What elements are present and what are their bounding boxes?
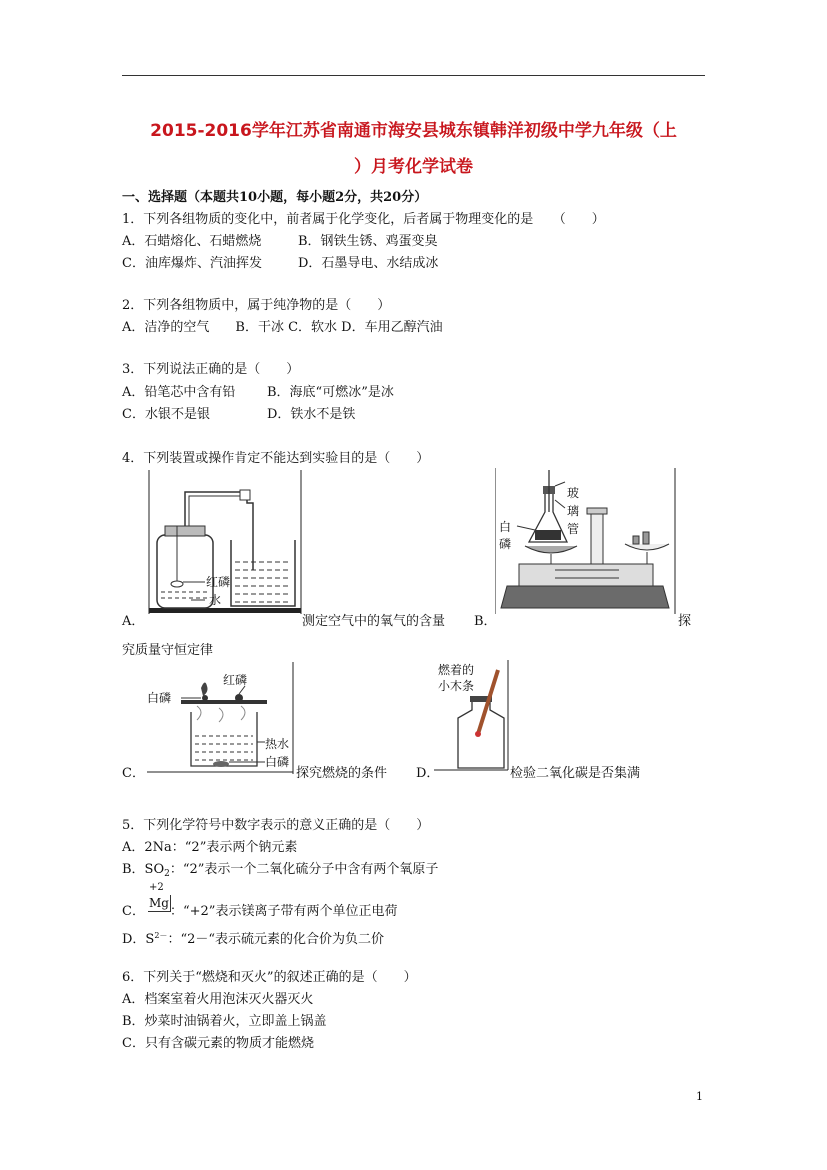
page-number: 1 <box>696 1090 703 1103</box>
figure-c-combustion-apparatus <box>145 662 297 774</box>
q4-stem: 4．下列装置或操作肯定不能达到实验目的是（ ） <box>122 451 430 466</box>
fig-b-label-white-2: 磷 <box>499 537 512 551</box>
fig-b-label-glass-1: 玻 <box>567 486 580 500</box>
fig-b-label-white-1: 白 <box>499 520 512 534</box>
fig-c-label-hot-water: 热水 <box>265 737 290 751</box>
q5-option-b: B．$SO_2$：“2”表示一个二氧化硫分子中含有两个氧原子 <box>122 862 439 879</box>
q4-option-b-text-continued: 究质量守恒定律 <box>122 643 214 658</box>
fig-d-label-line1: 燃着的 <box>438 663 475 677</box>
q2-stem: 2．下列各组物质中，属于纯净物的是（ ） <box>122 298 391 313</box>
q4-option-a-text: 测定空气中的氧气的含量 <box>302 614 446 629</box>
q3-option-b: B．海底“可燃冰”是冰 <box>267 385 394 400</box>
fig-b-label-glass-3: 管 <box>567 522 580 536</box>
q6-stem: 6．下列关于“燃烧和灭火”的叙述正确的是（ ） <box>122 970 417 985</box>
q3-stem: 3．下列说法正确的是（ ） <box>122 362 300 377</box>
q4-option-d-text: 检验二氧化碳是否集满 <box>510 766 641 781</box>
q6-option-c: C．只有含碳元素的物质才能燃烧 <box>122 1036 314 1051</box>
section-heading: 一、选择题（本题共10小题，每小题2分，共20分） <box>122 190 428 205</box>
q4-option-b-text-tail: 探 <box>678 614 692 629</box>
q5-option-a: A．2Na：“2”表示两个钠元素 <box>122 840 298 855</box>
q2-options: A．洁净的空气 B．干冰 C．软水 D．车用乙醇汽油 <box>122 320 443 335</box>
q5-option-c-letter: C． <box>122 904 145 919</box>
q3-option-a: A．铅笔芯中含有铅 <box>122 385 236 400</box>
q5-option-d: D．$S^{2-}$：“2－“表示硫元素的化合价为负二价 <box>122 931 385 947</box>
q1-option-d: D．石墨导电、水结成冰 <box>298 256 439 271</box>
q5-option-c-symbol: Mg <box>149 896 169 910</box>
fig-c-label-white-phosphorus-2: 白磷 <box>265 755 290 769</box>
exam-title-line1: 2015-2016学年江苏省南通市海安县城东镇韩洋初级中学九年级（上 <box>150 121 677 141</box>
exam-title-line2: ）月考化学试卷 <box>354 157 473 177</box>
fig-c-label-red-phosphorus: 红磷 <box>223 673 248 687</box>
figure-b-balance-apparatus <box>495 468 677 616</box>
q1-option-c: C．油库爆炸、汽油挥发 <box>122 256 262 271</box>
q4-option-a-letter: A． <box>122 614 145 629</box>
q4-option-c-text: 探究燃烧的条件 <box>296 766 388 781</box>
fig-d-label-line2: 小木条 <box>438 679 475 693</box>
q4-option-c-letter: C． <box>122 766 145 781</box>
q1-option-b: B．钢铁生锈、鸡蛋变臭 <box>298 234 438 249</box>
fig-b-label-glass-2: 璃 <box>567 504 580 518</box>
q1-option-a: A．石蜡熔化、石蜡燃烧 <box>122 234 262 249</box>
q6-option-b: B．炒菜时油锅着火，立即盖上锅盖 <box>122 1014 327 1029</box>
q5-option-c-superscript: +2 <box>149 882 164 893</box>
q5-option-c-text: ：“+2”表示镁离子带有两个单位正电荷 <box>170 904 398 919</box>
figure-a-oxygen-apparatus <box>147 470 305 616</box>
q6-option-a: A．档案室着火用泡沫灭火器灭火 <box>122 992 314 1007</box>
fig-a-label-water: 水 <box>209 593 222 607</box>
q5-stem: 5．下列化学符号中数字表示的意义正确的是（ ） <box>122 818 430 833</box>
fig-a-label-red-phosphorus: 红磷 <box>206 575 231 589</box>
q4-option-d-letter: D． <box>416 766 440 781</box>
q1-stem: 1．下列各组物质的变化中，前者属于化学变化，后者属于物理变化的是 （ ） <box>122 212 605 227</box>
q3-option-d: D．铁水不是铁 <box>267 407 356 422</box>
q4-option-b-letter: B． <box>474 614 497 629</box>
figure-d-co2-bottle <box>434 660 510 772</box>
fig-c-label-white-phosphorus: 白磷 <box>147 691 172 705</box>
q3-option-c: C．水银不是银 <box>122 407 210 422</box>
header-rule <box>122 75 705 76</box>
